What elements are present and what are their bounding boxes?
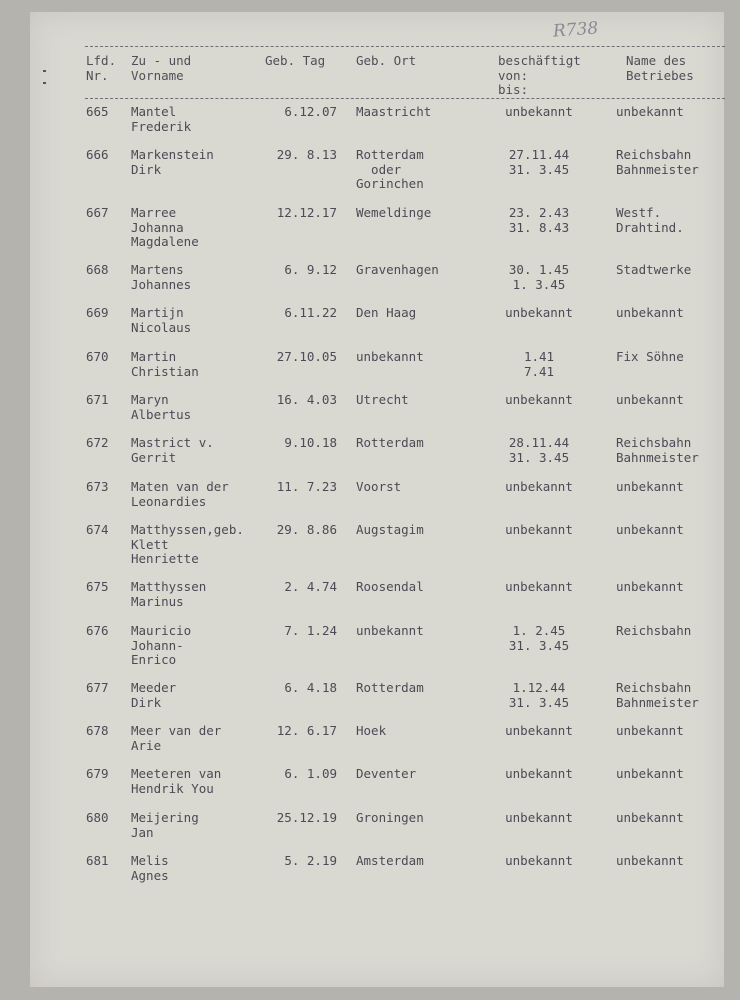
table-row <box>0 681 740 721</box>
table-row <box>0 105 740 145</box>
header-bottom-rule <box>85 98 725 99</box>
row-birth-date: 7. 1.24 <box>284 623 337 638</box>
table-row <box>0 205 740 249</box>
row-name: Melis Agnes <box>131 853 169 883</box>
row-birth-place: Maastricht <box>356 104 432 119</box>
row-number: 665 <box>86 104 109 119</box>
table-row <box>0 350 740 390</box>
row-birth-date: 9.10.18 <box>284 435 337 450</box>
row-name: Mastrict v. Gerrit <box>131 435 214 465</box>
row-birth-date: 12. 6.17 <box>276 723 337 738</box>
row-employed-period: unbekannt <box>505 305 573 320</box>
row-number: 667 <box>86 205 109 220</box>
table-row <box>0 147 740 191</box>
row-birth-place: Den Haag <box>356 305 417 320</box>
row-birth-place: Rotterdam oder Gorinchen <box>356 147 424 191</box>
row-number: 677 <box>86 680 109 695</box>
header-nr: Lfd. Nr. <box>86 53 117 83</box>
row-birth-place: Amsterdam <box>356 853 424 868</box>
row-number: 681 <box>86 853 109 868</box>
table-row <box>0 436 740 476</box>
row-name: Meijering Jan <box>131 810 199 840</box>
row-company: unbekannt <box>616 479 684 494</box>
row-name: Matthyssen,geb. Klett Henriette <box>131 522 244 566</box>
row-birth-date: 25.12.19 <box>276 810 337 825</box>
header-date: Geb. Tag <box>265 53 326 68</box>
header-top-rule <box>85 46 725 47</box>
row-number: 666 <box>86 147 109 162</box>
row-birth-date: 2. 4.74 <box>284 579 337 594</box>
row-birth-date: 6. 1.09 <box>284 766 337 781</box>
row-name: Maryn Albertus <box>131 392 192 422</box>
row-birth-date: 12.12.17 <box>276 205 337 220</box>
row-employed-period: 1.41 7.41 <box>523 349 555 379</box>
row-employed-period: unbekannt <box>505 579 573 594</box>
row-name: Meeteren van Hendrik You <box>131 766 222 796</box>
row-number: 670 <box>86 349 109 364</box>
row-birth-place: Deventer <box>356 766 417 781</box>
row-birth-date: 27.10.05 <box>276 349 337 364</box>
row-company: unbekannt <box>616 522 684 537</box>
row-employed-period: unbekannt <box>505 810 573 825</box>
row-number: 678 <box>86 723 109 738</box>
row-employed-period: unbekannt <box>505 104 573 119</box>
row-employed-period: unbekannt <box>505 522 573 537</box>
row-employed-period: 28.11.44 31. 3.45 <box>508 435 570 465</box>
table-row <box>0 580 740 620</box>
table-row <box>0 623 740 667</box>
row-birth-place: Augstagim <box>356 522 424 537</box>
table-row <box>0 263 740 303</box>
row-name: Meeder Dirk <box>131 680 177 710</box>
row-birth-place: Hoek <box>356 723 387 738</box>
row-company: unbekannt <box>616 723 684 738</box>
row-name: Martens Johannes <box>131 262 192 292</box>
row-birth-date: 5. 2.19 <box>284 853 337 868</box>
header-ort: Geb. Ort <box>356 53 417 68</box>
row-birth-date: 6.12.07 <box>284 104 337 119</box>
row-name: Maten van der Leonardies <box>131 479 229 509</box>
row-birth-place: Rotterdam <box>356 680 424 695</box>
row-name: Markenstein Dirk <box>131 147 214 177</box>
row-number: 676 <box>86 623 109 638</box>
row-company: unbekannt <box>616 305 684 320</box>
row-employed-period: unbekannt <box>505 392 573 407</box>
row-number: 669 <box>86 305 109 320</box>
row-number: 674 <box>86 522 109 537</box>
row-employed-period: 27.11.44 31. 3.45 <box>508 147 570 177</box>
row-company: Reichsbahn Bahnmeister <box>616 680 699 710</box>
row-birth-date: 29. 8.86 <box>276 522 337 537</box>
row-company: unbekannt <box>616 766 684 781</box>
row-employed-period: 30. 1.45 1. 3.45 <box>508 262 570 292</box>
header-name: Zu - und Vorname <box>131 53 192 83</box>
header-company: Name des Betriebes <box>626 53 694 83</box>
row-employed-period: 1.12.44 31. 3.45 <box>508 680 570 710</box>
row-birth-place: Utrecht <box>356 392 409 407</box>
row-company: unbekannt <box>616 392 684 407</box>
row-birth-place: Voorst <box>356 479 402 494</box>
header-employed: beschäftigt von: bis: <box>498 53 581 97</box>
table-row <box>0 724 740 764</box>
row-number: 671 <box>86 392 109 407</box>
row-birth-place: Groningen <box>356 810 424 825</box>
row-name: Martin Christian <box>131 349 199 379</box>
row-birth-date: 6. 9.12 <box>284 262 337 277</box>
table-row <box>0 393 740 433</box>
row-company: Fix Söhne <box>616 349 684 364</box>
table-row <box>0 767 740 807</box>
row-number: 673 <box>86 479 109 494</box>
row-employed-period: 23. 2.43 31. 8.43 <box>508 205 570 235</box>
row-birth-date: 6. 4.18 <box>284 680 337 695</box>
row-company: unbekannt <box>616 853 684 868</box>
row-company: Reichsbahn Bahnmeister <box>616 147 699 177</box>
row-company: Reichsbahn <box>616 623 692 638</box>
row-company: Stadtwerke <box>616 262 692 277</box>
table-row <box>0 854 740 894</box>
row-birth-place: Roosendal <box>356 579 424 594</box>
row-company: unbekannt <box>616 104 684 119</box>
row-employed-period: unbekannt <box>505 853 573 868</box>
row-birth-date: 29. 8.13 <box>276 147 337 162</box>
row-birth-place: Rotterdam <box>356 435 424 450</box>
row-company: Westf. Drahtind. <box>616 205 684 235</box>
row-birth-place: Wemeldinge <box>356 205 432 220</box>
row-employed-period: unbekannt <box>505 479 573 494</box>
row-number: 672 <box>86 435 109 450</box>
row-number: 675 <box>86 579 109 594</box>
table-row <box>0 480 740 520</box>
row-birth-date: 16. 4.03 <box>276 392 337 407</box>
row-birth-date: 11. 7.23 <box>276 479 337 494</box>
table-row <box>0 522 740 566</box>
row-company: unbekannt <box>616 810 684 825</box>
row-birth-date: 6.11.22 <box>284 305 337 320</box>
margin-mark <box>43 82 46 84</box>
row-company: unbekannt <box>616 579 684 594</box>
row-birth-place: unbekannt <box>356 349 424 364</box>
row-name: Marree Johanna Magdalene <box>131 205 199 249</box>
table-row <box>0 811 740 851</box>
row-number: 679 <box>86 766 109 781</box>
margin-mark <box>43 70 46 72</box>
row-employed-period: unbekannt <box>505 766 573 781</box>
table-row <box>0 306 740 346</box>
row-employed-period: unbekannt <box>505 723 573 738</box>
row-birth-place: Gravenhagen <box>356 262 439 277</box>
row-number: 668 <box>86 262 109 277</box>
row-birth-place: unbekannt <box>356 623 424 638</box>
row-name: Mantel Frederik <box>131 104 192 134</box>
row-number: 680 <box>86 810 109 825</box>
row-name: Mauricio Johann- Enrico <box>131 623 192 667</box>
row-company: Reichsbahn Bahnmeister <box>616 435 699 465</box>
row-name: Matthyssen Marinus <box>131 579 207 609</box>
row-name: Meer van der Arie <box>131 723 222 753</box>
row-name: Martijn Nicolaus <box>131 305 192 335</box>
row-employed-period: 1. 2.45 31. 3.45 <box>508 623 570 653</box>
pencil-annotation: R738 <box>552 18 599 42</box>
